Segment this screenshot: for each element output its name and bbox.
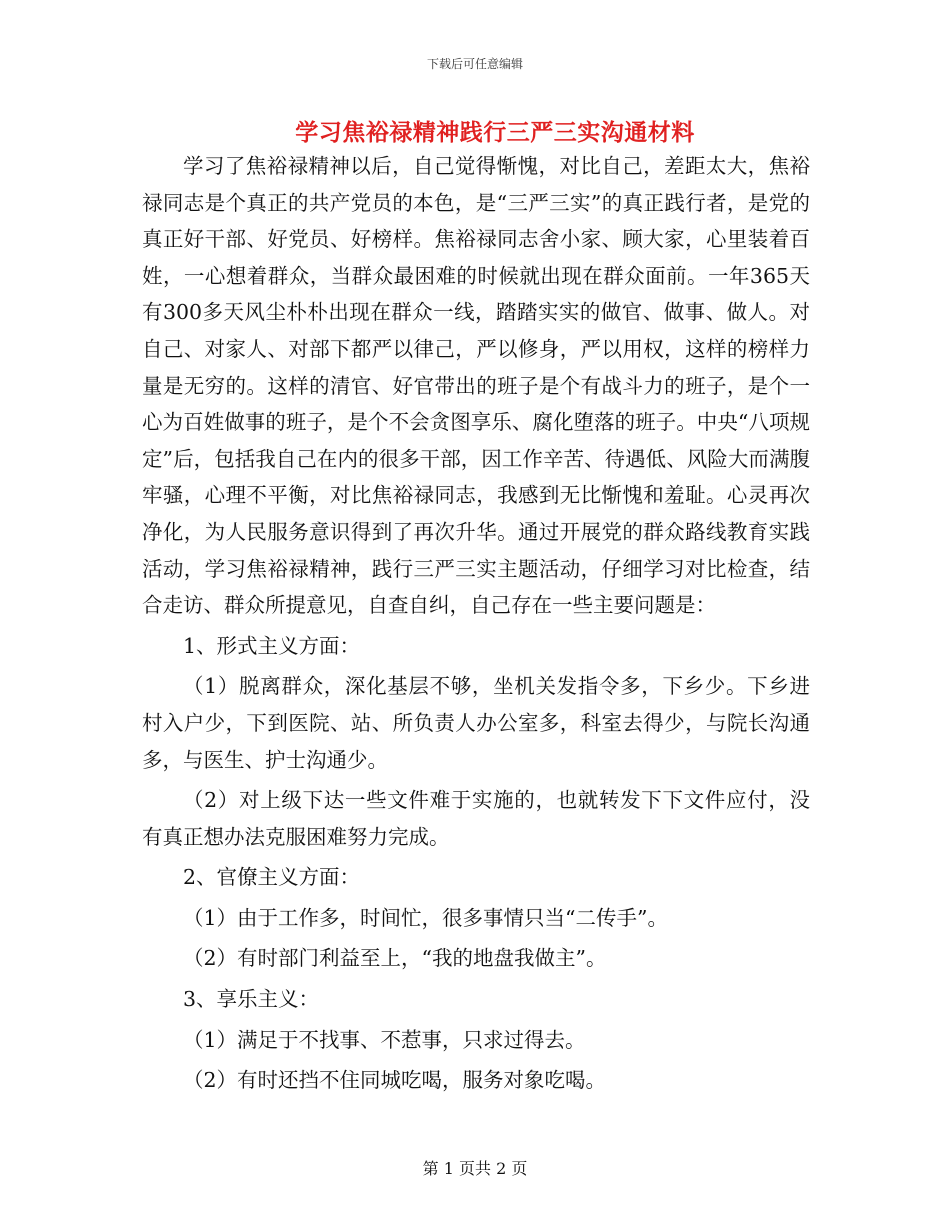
formalism-item-1: （1）脱离群众，深化基层不够，坐机关发指令多，下乡少。下乡进村入户少，下到医院、站、所负责人办公室多，科室去得少，与院长沟通多，与医生、护士沟通少。 bbox=[142, 674, 810, 772]
bureaucracy-item-1: （1）由于工作多，时间忙，很多事情只当“二传手”。 bbox=[183, 905, 669, 930]
bureaucracy-item-2: （2）有时部门利益至上，“我的地盘我做主”。 bbox=[183, 946, 607, 971]
hedonism-item-1: （1）满足于不找事、不惹事，只求过得去。 bbox=[183, 1027, 586, 1052]
document-body bbox=[142, 148, 810, 1099]
formalism-item-2: （2）对上级下达一些文件难于实施的，也就转发下下文件应付，没有真正想办法克服困难努力完成。 bbox=[142, 788, 810, 849]
document-title: 学习焦裕禄精神践行三严三实沟通材料 bbox=[295, 119, 695, 146]
header-note: 下载后可任意编辑 bbox=[426, 57, 523, 71]
section-heading-bureaucracy: 2、官僚主义方面： bbox=[183, 865, 361, 890]
section-heading-hedonism: 3、享乐主义： bbox=[183, 987, 320, 1012]
page-footer: 第 1 页共 2 页 bbox=[422, 1159, 528, 1178]
section-heading-formalism: 1、形式主义方面： bbox=[183, 633, 361, 658]
hedonism-item-2: （2）有时还挡不住同城吃喝，服务对象吃喝。 bbox=[183, 1068, 607, 1093]
intro-paragraph: 学习了焦裕禄精神以后，自己觉得惭愧，对比自己，差距太大，焦裕禄同志是个真正的共产党员的本色，是“三严三实”的真正践行者，是党的真正好干部、好党员、好榜样。焦裕禄同志舍小家、顾大家，心里装着百姓，一心想着群众，当群众最困难的时候就出现在群众面前。一年365天有300多天风尘朴朴出现在群众一线，踏踏实实的做官、做事、做人。对自己、对家人、对部下都严以律己，严以修身，严以用权，这样的榜样力量是无穷的。这样的清官、好官带出的班子是个有战斗力的班子，是个一心为百姓做事的班子，是个不会贪图享乐、腐化堕落的班子。中央“八项规定”后，包括我自己在内的很多干部，因工作辛苦、待遇低、风险大而满腹牢骚，心理不平衡，对比焦裕禄同志，我感到无比惭愧和羞耻。心灵再次净化，为人民服务意识得到了再次升华。通过开展党的群众路线教育实践活动，学习焦裕禄精神，践行三严三实主题活动，仔细学习对比检查，结合走访、群众所提意见，自查自纠，自己存在一些主要问题是： bbox=[142, 154, 810, 618]
